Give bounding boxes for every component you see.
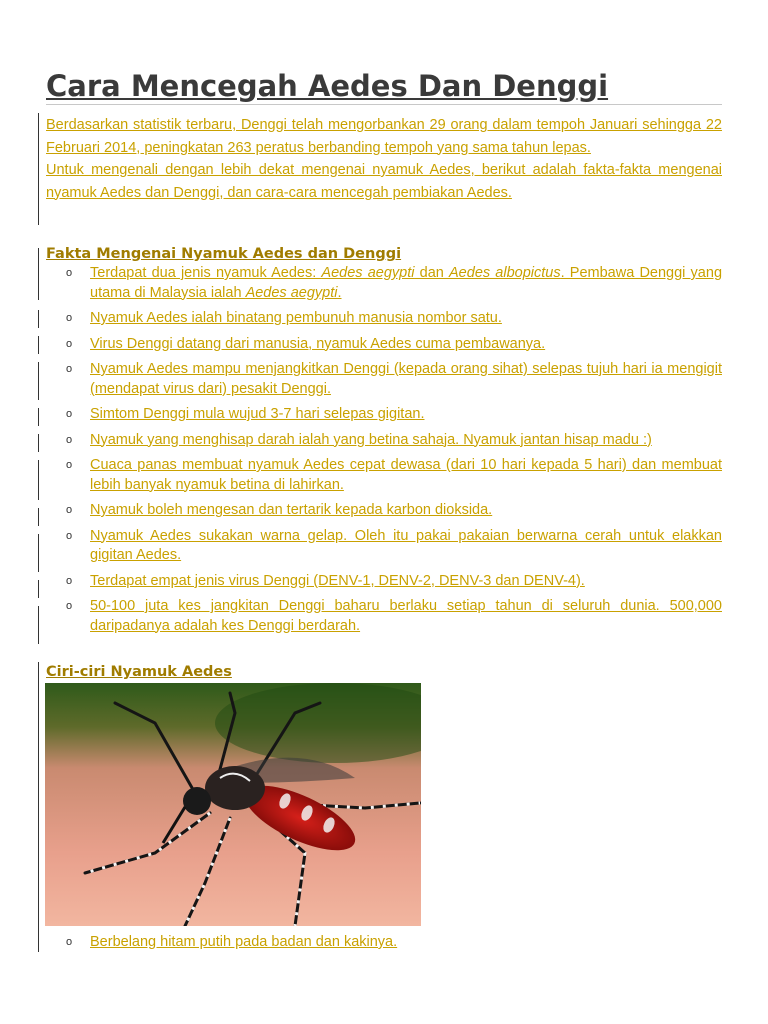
bullet-icon: o <box>66 600 73 612</box>
margin-rule <box>38 460 39 500</box>
bullet-icon: o <box>66 574 73 587</box>
margin-rule <box>38 336 39 354</box>
margin-rule <box>38 662 39 952</box>
margin-rule <box>38 408 39 426</box>
list-item[interactable]: o Simtom Denggi mula wujud 3-7 hari selepas gigitan. <box>46 405 722 425</box>
intro-paragraph[interactable]: Berdasarkan statistik terbaru, Denggi telah mengorbankan 29 orang dalam tempoh Januari sehingga 22 Februari 2014, peningkatan 263 peratus berbanding tempoh yang sama tahun lepas. <box>46 117 722 156</box>
section-heading-facts[interactable]: Fakta Mengenai Nyamuk Aedes dan Denggi <box>46 246 402 262</box>
margin-rule <box>38 580 39 598</box>
margin-rule <box>38 606 39 644</box>
bullet-icon: o <box>66 936 73 948</box>
facts-list <box>46 264 722 636</box>
intro-text <box>46 114 722 204</box>
list-item[interactable]: o Berbelang hitam putih pada badan dan kakinya. <box>46 933 722 953</box>
list-item[interactable]: o Nyamuk yang menghisap darah ialah yang betina sahaja. Nyamuk jantan hisap madu :) <box>46 431 722 451</box>
list-item[interactable]: o Nyamuk Aedes sukakan warna gelap. Oleh itu pakai pakaian berwarna cerah untuk elakkan gigitan Aedes. <box>66 527 722 563</box>
list-item[interactable]: o Nyamuk Aedes mampu menjangkitkan Denggi (kepada orang sihat) selepas tujuh hari ia mengigit (mendapat virus dari) pesakit Denggi. <box>66 361 722 397</box>
list-item[interactable]: o Terdapat empat jenis virus Denggi (DENV-1, DENV-2, DENV-3 dan DENV-4). <box>46 572 722 592</box>
bullet-icon: o <box>66 408 73 420</box>
margin-rule <box>38 434 39 452</box>
margin-rule <box>38 248 39 300</box>
bullet-icon: o <box>66 337 73 350</box>
margin-rule <box>38 310 39 328</box>
list-item[interactable]: o Terdapat dua jenis nyamuk Aedes: Aedes aegypti dan Aedes albopictus. Pembawa Denggi yang utama di Malaysia ialah Aedes aegypti. <box>66 265 723 301</box>
bullet-icon: o <box>66 363 73 375</box>
characteristics-list <box>46 933 722 953</box>
intro-paragraph[interactable]: Untuk mengenali dengan lebih dekat mengenai nyamuk Aedes, berikut adalah fakta-fakta mengenai nyamuk Aedes dan Denggi, dan cara-cara mencegah pembiakan Aedes. <box>46 162 722 201</box>
bullet-icon: o <box>66 504 73 516</box>
bullet-icon: o <box>66 459 73 471</box>
bullet-icon: o <box>66 312 73 324</box>
bullet-icon: o <box>66 433 73 446</box>
page-title: Cara Mencegah Aedes Dan Denggi <box>46 67 722 105</box>
section-heading-characteristics[interactable]: Ciri-ciri Nyamuk Aedes <box>46 664 232 680</box>
list-item[interactable]: o Nyamuk boleh mengesan dan tertarik kepada karbon dioksida. <box>46 501 722 521</box>
margin-rule <box>38 534 39 572</box>
mosquito-photo <box>45 683 421 926</box>
margin-rule <box>38 362 39 400</box>
bullet-icon: o <box>66 529 73 542</box>
bullet-icon: o <box>66 267 73 279</box>
list-item[interactable]: o Cuaca panas membuat nyamuk Aedes cepat dewasa (dari 10 hari kepada 5 hari) dan membuat lebih banyak nyamuk betina di lahirkan. <box>66 457 722 493</box>
list-item[interactable]: o Nyamuk Aedes ialah binatang pembunuh manusia nombor satu. <box>46 309 722 329</box>
list-item[interactable]: o 50-100 juta kes jangkitan Denggi baharu berlaku setiap tahun di seluruh dunia. 500,000 daripadanya adalah kes Denggi berdarah. <box>66 598 722 634</box>
margin-rule <box>38 508 39 526</box>
list-item[interactable]: o Virus Denggi datang dari manusia, nyamuk Aedes cuma pembawanya. <box>46 335 722 355</box>
margin-rule <box>38 113 39 225</box>
